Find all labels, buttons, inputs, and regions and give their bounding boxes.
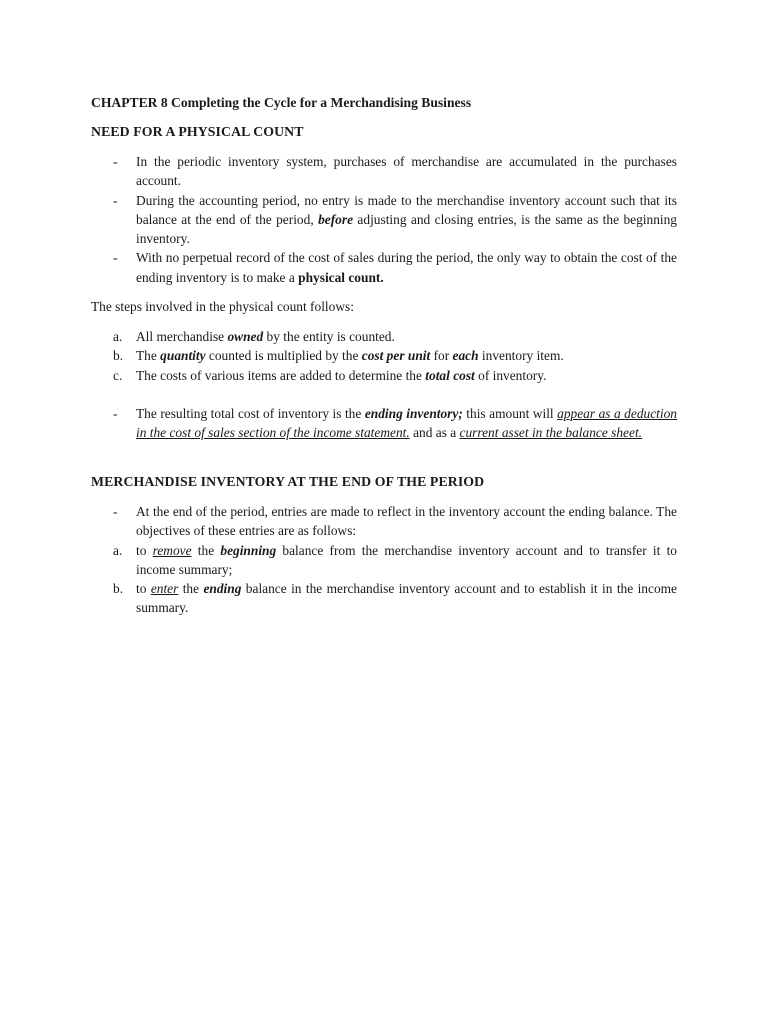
objective-marker: b. <box>113 581 124 597</box>
end-of-period-list <box>91 502 677 618</box>
dash-marker: - <box>113 250 118 266</box>
section-heading-end-of-period: MERCHANDISE INVENTORY AT THE END OF THE PERIOD <box>91 474 485 489</box>
bullet-text: In the periodic inventory system, purchases of merchandise are accumulated in the purchases account. <box>136 154 677 189</box>
underlined-text: appear as a deduction in the cost of sales section of the income statement. <box>136 406 677 441</box>
bold-text: physical count. <box>298 269 384 285</box>
objective-text: the <box>191 542 221 558</box>
dash-marker: - <box>113 504 118 519</box>
emphasis-text: before <box>318 211 354 227</box>
bullet-text: During the accounting period, no entry is made to the merchandise inventory account such that its balance at the end of the period, <box>136 192 677 227</box>
step-text: by the entity is counted. <box>263 329 395 344</box>
step-text: counted is multiplied by the <box>205 348 362 364</box>
emphasis-text: cost per unit <box>361 348 431 364</box>
bullet-item <box>91 191 677 249</box>
steps-list <box>91 327 677 385</box>
dash-marker: - <box>113 192 118 208</box>
objective-item <box>91 579 677 618</box>
underlined-text: current asset in the balance sheet. <box>459 425 643 441</box>
objective-text: balance in the merchandise inventory account and to establish it in the income summary. <box>136 581 677 616</box>
step-item <box>91 327 677 346</box>
step-marker: a. <box>113 329 123 344</box>
bullet-text: At the end of the period, entries are made to reflect in the inventory account the ending balance. The objectives of these entries are as follows: <box>136 504 677 539</box>
section-heading-physical-count: NEED FOR A PHYSICAL COUNT <box>91 124 304 139</box>
bullet-item <box>91 248 677 287</box>
emphasis-text: total cost <box>425 367 475 383</box>
emphasis-text: each <box>452 348 479 364</box>
emphasis-text: owned <box>227 329 264 344</box>
step-item <box>91 346 677 365</box>
emphasis-text: ending inventory; <box>364 406 463 421</box>
bullet-text: this amount will <box>462 406 558 421</box>
objective-item <box>91 541 677 580</box>
result-list <box>91 404 677 443</box>
bullet-item <box>91 152 677 191</box>
physical-count-bullets <box>91 152 677 287</box>
underlined-text: enter <box>150 581 179 597</box>
step-marker: b. <box>113 348 124 364</box>
step-item <box>91 366 677 385</box>
step-marker: c. <box>113 367 123 383</box>
bullet-text: With no perpetual record of the cost of sales during the period, the only way to obtain the cost of the ending inventory is to make a <box>136 250 677 285</box>
underlined-text: remove <box>152 542 192 558</box>
emphasis-text: ending <box>203 581 242 597</box>
step-text: The <box>136 348 161 364</box>
step-text: inventory item. <box>478 348 564 364</box>
bullet-item <box>91 404 677 443</box>
bullet-text: The resulting total cost of inventory is the <box>136 406 365 421</box>
bullet-item <box>91 502 677 541</box>
dash-marker: - <box>113 406 118 421</box>
objective-marker: a. <box>113 542 123 558</box>
step-text: All merchandise <box>136 329 228 344</box>
dash-marker: - <box>113 154 118 169</box>
emphasis-text: quantity <box>160 348 206 364</box>
step-text: for <box>430 348 453 364</box>
objective-text: to <box>136 581 151 597</box>
steps-intro: The steps involved in the physical count follows: <box>91 299 354 314</box>
bullet-text: adjusting and closing entries, is the same as the beginning inventory. <box>136 211 677 247</box>
step-text: of inventory. <box>474 367 547 383</box>
step-text: The costs of various items are added to determine the <box>136 367 426 383</box>
bullet-text: and as a <box>409 425 460 441</box>
objective-text: to <box>136 542 153 558</box>
objective-text: the <box>178 581 204 597</box>
objective-text: balance from the merchandise inventory account and to transfer it to income summary; <box>136 542 678 577</box>
emphasis-text: beginning <box>220 542 277 558</box>
chapter-title: CHAPTER 8 Completing the Cycle for a Merchandising Business <box>91 95 472 110</box>
